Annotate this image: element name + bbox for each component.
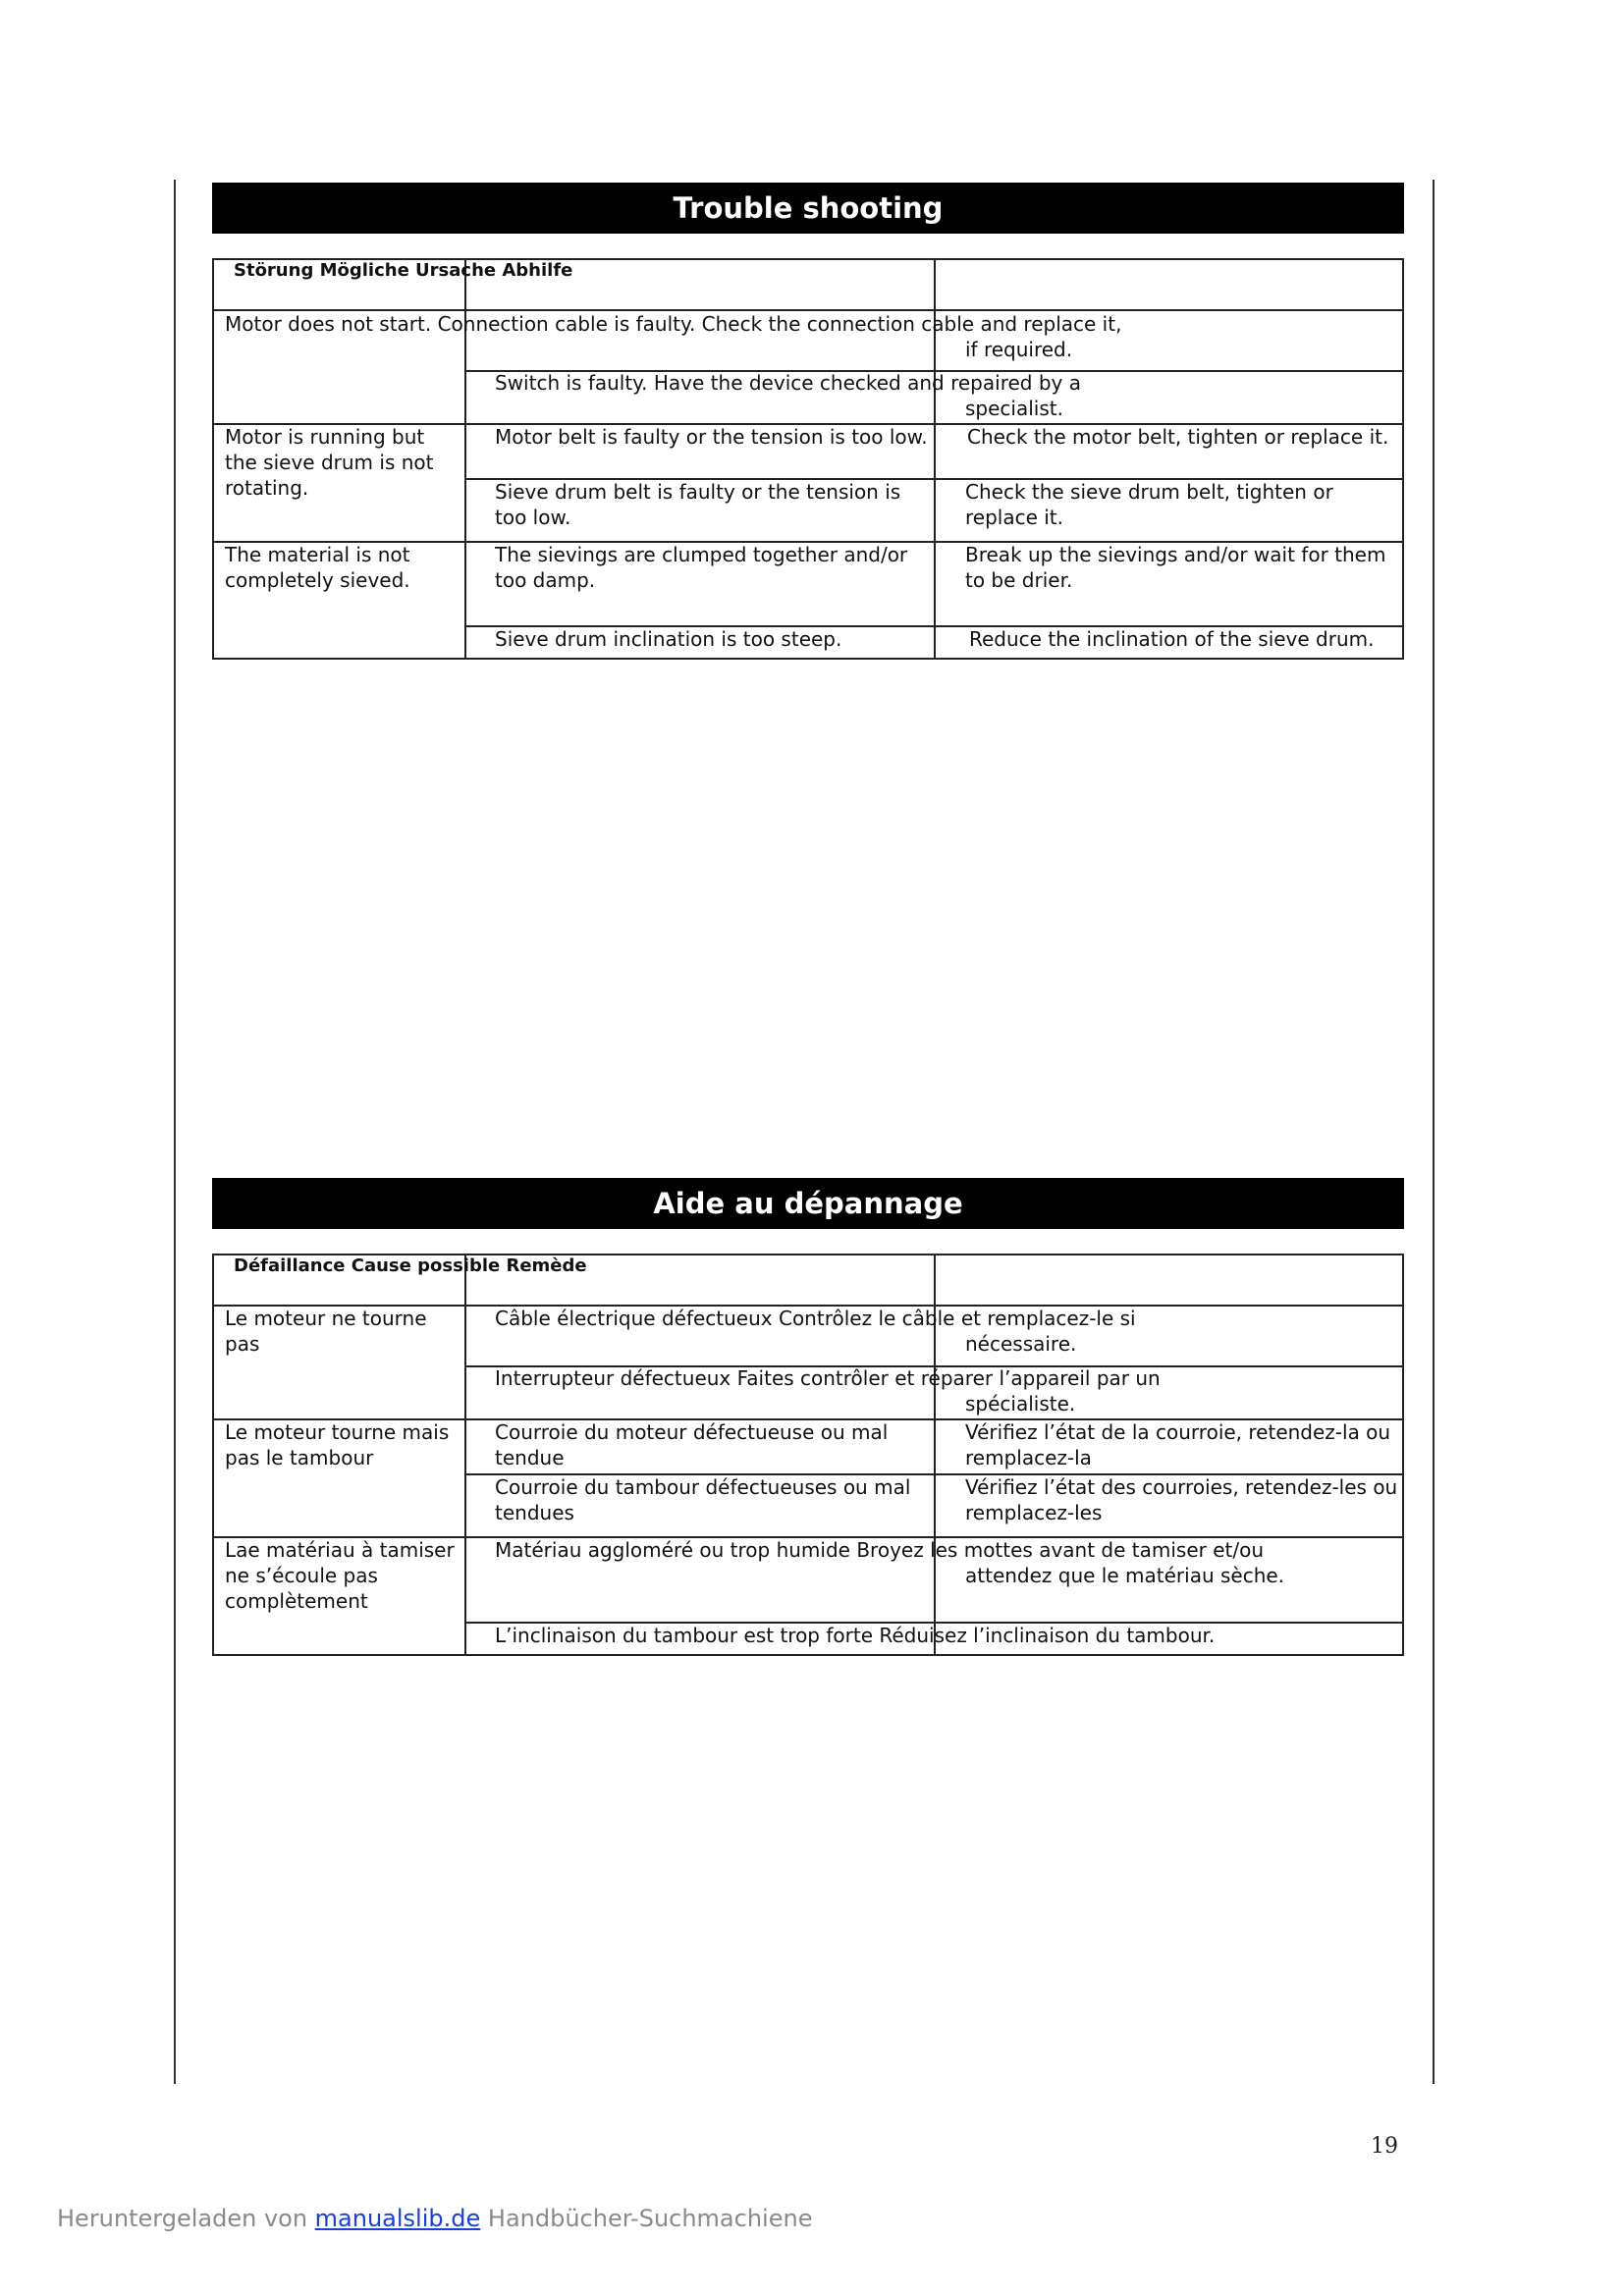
table-cell: replace it.: [965, 506, 1064, 529]
section-title-trouble-shooting: Trouble shooting: [212, 183, 1404, 234]
right-margin-rule: [1433, 180, 1435, 2084]
table-cell: Motor is running but: [225, 425, 425, 449]
table-cell: Sieve drum inclination is too steep.: [495, 627, 842, 651]
table-cell: Switch is faulty. Have the device checked and repaired by a: [495, 371, 1081, 395]
manualslib-link[interactable]: manualslib.de: [314, 2205, 481, 2232]
left-margin-rule: [174, 180, 176, 2084]
table-cell: Motor does not start. Connection cable is faulty. Check the connection cable and replace it,: [225, 312, 1122, 336]
table-cell: tendue: [495, 1446, 565, 1469]
page-number: 19: [1371, 2134, 1398, 2159]
table-cell: remplacez-la: [965, 1446, 1092, 1469]
table-header: Défaillance Cause possible Remède: [234, 1255, 587, 1276]
table-cell: Vérifiez l’état des courroies, retendez-les ou: [965, 1475, 1398, 1499]
table-cell: Courroie du tambour défectueuses ou mal: [495, 1475, 911, 1499]
table-cell: Check the motor belt, tighten or replace it.: [967, 425, 1389, 449]
download-footer: [57, 2205, 812, 2232]
table-cell: to be drier.: [965, 568, 1073, 592]
footer-suffix: Handbücher-Suchmachiene: [480, 2205, 813, 2232]
column-divider: [464, 1254, 466, 1656]
table-cell: rotating.: [225, 476, 309, 500]
table-cell: spécialiste.: [965, 1392, 1076, 1415]
table-cell: pas le tambour: [225, 1446, 374, 1469]
table-cell: Câble électrique défectueux Contrôlez le câble et remplacez-le si: [495, 1307, 1136, 1330]
table-cell: too low.: [495, 506, 571, 529]
table-cell: tendues: [495, 1501, 574, 1524]
table-cell: The material is not: [225, 543, 410, 566]
table-cell: pas: [225, 1332, 260, 1356]
table-cell: Le moteur ne tourne: [225, 1307, 427, 1330]
table-cell: nécessaire.: [965, 1332, 1077, 1356]
table-cell: remplacez-les: [965, 1501, 1103, 1524]
table-cell: Sieve drum belt is faulty or the tension is: [495, 480, 901, 504]
table-header: Störung Mögliche Ursache Abhilfe: [234, 260, 573, 281]
table-cell: L’inclinaison du tambour est trop forte Réduisez l’inclinaison du tambour.: [495, 1624, 1216, 1647]
table-cell: the sieve drum is not: [225, 451, 434, 474]
table-cell: too damp.: [495, 568, 596, 592]
table-cell: Vérifiez l’état de la courroie, retendez-la ou: [965, 1420, 1391, 1444]
table-cell: Motor belt is faulty or the tension is too low.: [495, 425, 928, 449]
table-cell: Courroie du moteur défectueuse ou mal: [495, 1420, 889, 1444]
table-cell: Break up the sievings and/or wait for them: [965, 543, 1386, 566]
section-title-aide-au-depannage: Aide au dépannage: [212, 1178, 1404, 1229]
table-cell: Matériau aggloméré ou trop humide Broyez les mottes avant de tamiser et/ou: [495, 1538, 1265, 1562]
table-cell: The sievings are clumped together and/or: [495, 543, 908, 566]
footer-prefix: Heruntergeladen von: [57, 2205, 315, 2232]
table-cell: Check the sieve drum belt, tighten or: [965, 480, 1333, 504]
table-cell: attendez que le matériau sèche.: [965, 1564, 1285, 1587]
table-cell: Le moteur tourne mais: [225, 1420, 450, 1444]
table-cell: specialist.: [965, 397, 1063, 420]
table-cell: Reduce the inclination of the sieve drum.: [969, 627, 1375, 651]
table-cell: ne s’écoule pas: [225, 1564, 378, 1587]
table-cell: complètement: [225, 1589, 368, 1613]
table-cell: Lae matériau à tamiser: [225, 1538, 455, 1562]
table-cell: if required.: [965, 338, 1073, 361]
table-cell: completely sieved.: [225, 568, 410, 592]
table-cell: Interrupteur défectueux Faites contrôler et réparer l’appareil par un: [495, 1366, 1161, 1390]
